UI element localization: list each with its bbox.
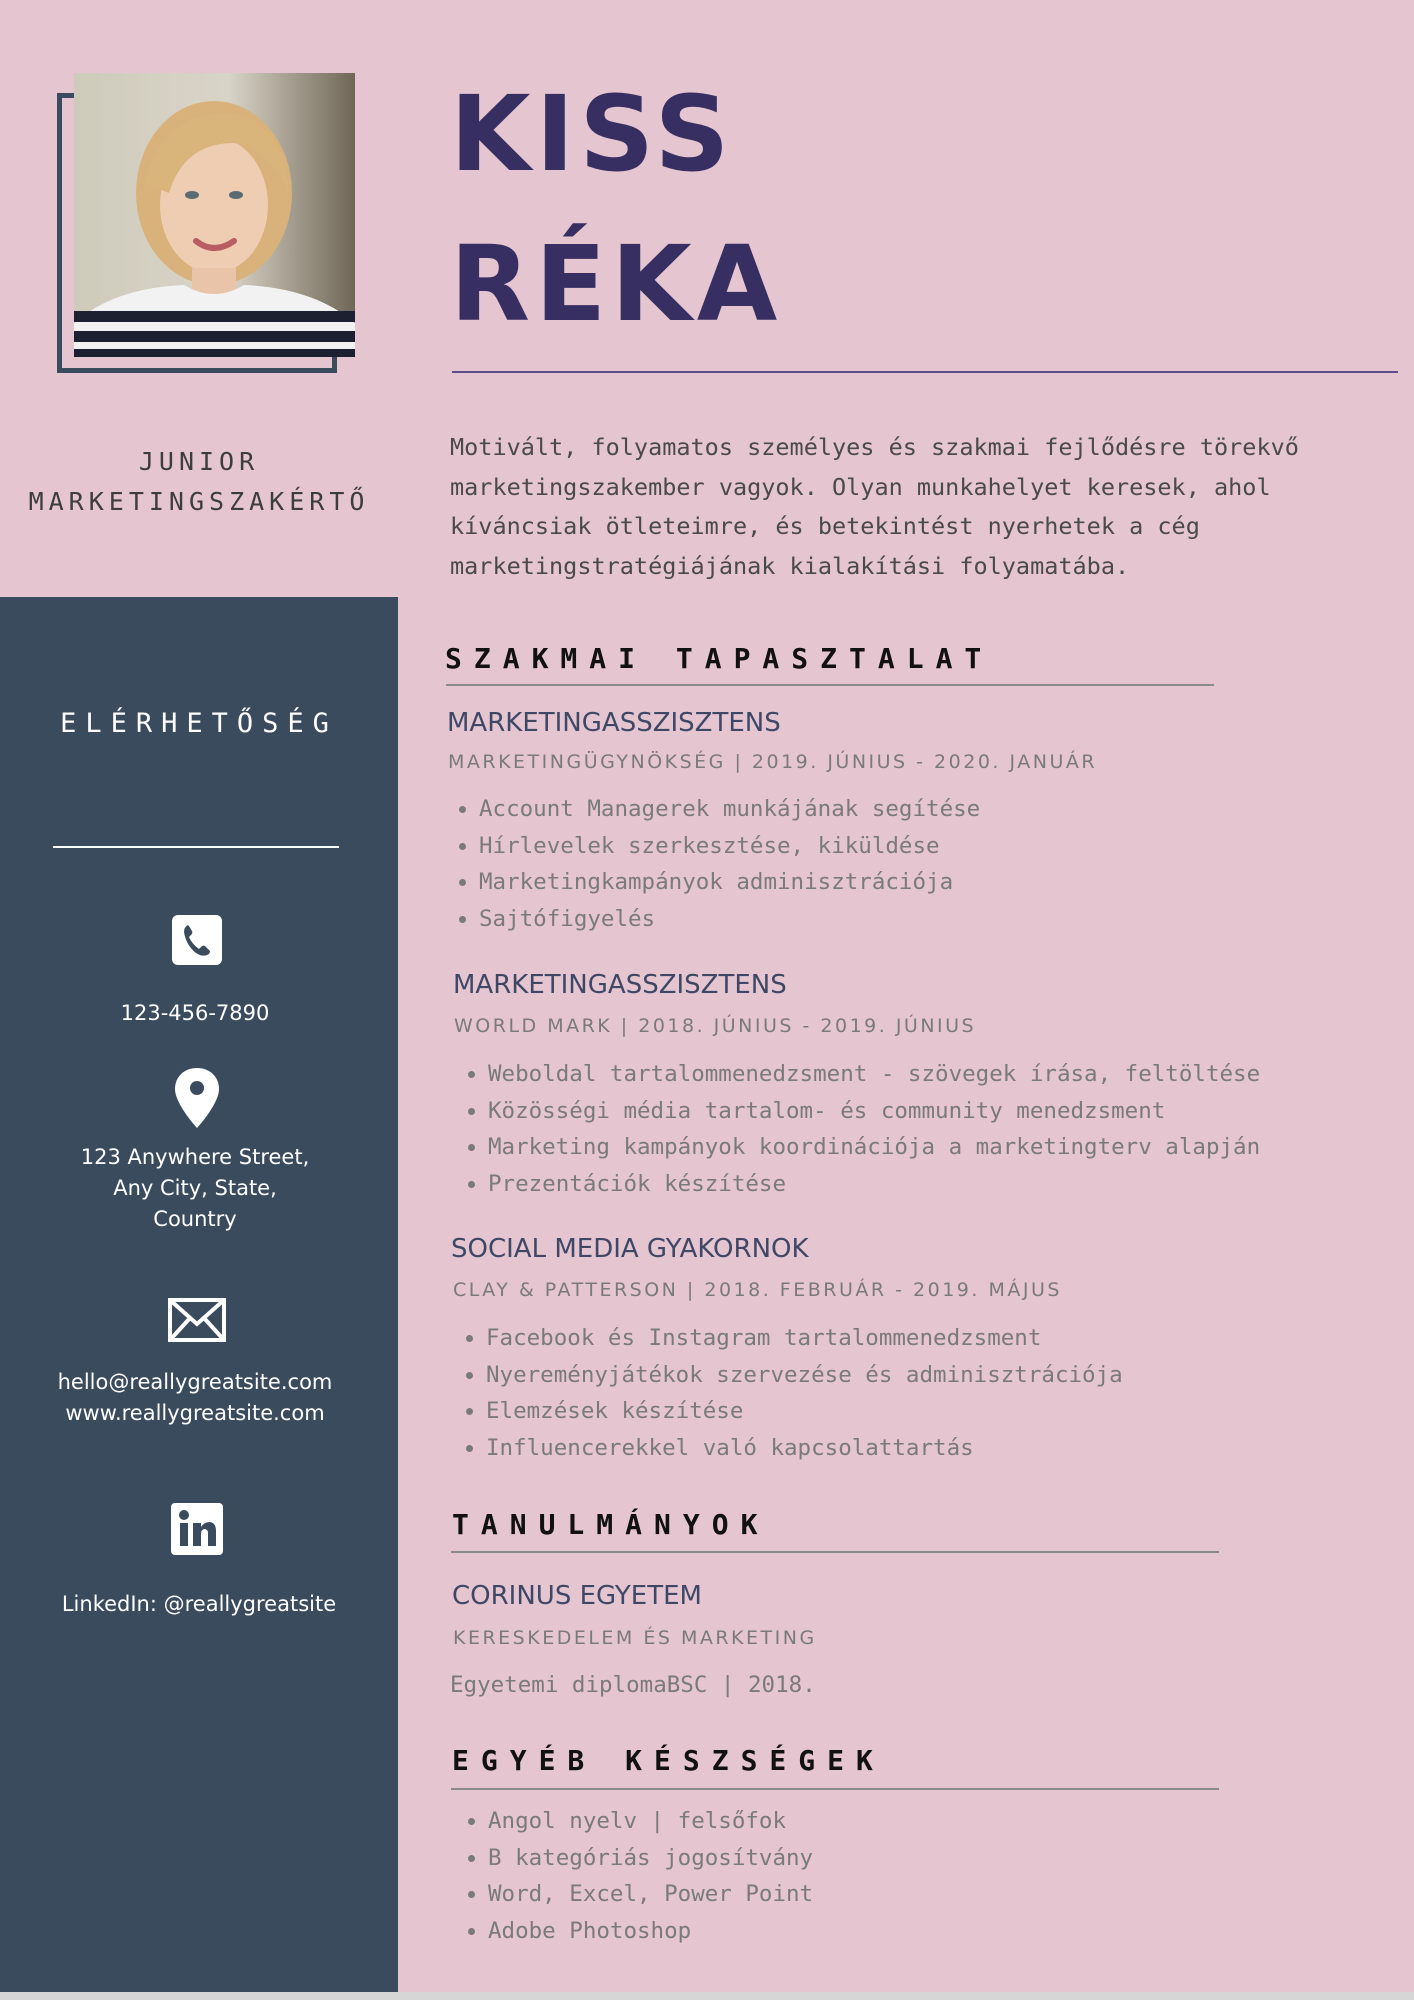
list-item: • Influencerekkel való kapcsolattartás [486, 1430, 1123, 1467]
address-line3: Country [153, 1207, 237, 1231]
contact-divider [53, 846, 339, 848]
name-divider [452, 371, 1398, 373]
name-last: RÉKA [450, 223, 783, 345]
envelope-icon [0, 1298, 394, 1342]
job-2-bullets [458, 1056, 1260, 1202]
list-item: • Prezentációk készítése [488, 1166, 1260, 1203]
job-title-line1: JUNIOR [138, 447, 260, 476]
contact-sidebar [0, 597, 398, 1992]
list-item: • Facebook és Instagram tartalommenedzsment [486, 1320, 1123, 1357]
list-item: • Nyereményjátékok szervezése és adminisztrációja [486, 1357, 1123, 1394]
list-item: • B kategóriás jogosítvány [488, 1840, 813, 1877]
address [0, 1142, 390, 1235]
job-3-meta: CLAY & PATTERSON | 2018. FEBRUÁR - 2019. MÁJUS [453, 1279, 1062, 1301]
linkedin-icon [0, 1503, 394, 1555]
bottom-strip [0, 1992, 1414, 2000]
linkedin-link[interactable]: LinkedIn: @reallygreatsite [61, 1592, 337, 1616]
education-school: CORINUS EGYETEM [452, 1581, 702, 1611]
job-title [0, 442, 398, 522]
contact-heading: ELÉRHETŐSÉG [60, 708, 338, 739]
education-divider [451, 1551, 1219, 1553]
job-1-title: MARKETINGASSZISZTENS [447, 708, 781, 738]
list-item: • Marketing kampányok koordinációja a marketingterv alapján [488, 1129, 1260, 1166]
job-3-title: SOCIAL MEDIA GYAKORNOK [451, 1234, 809, 1264]
list-item: • Marketingkampányok adminisztrációja [479, 864, 980, 901]
experience-heading: SZAKMAI TAPASZTALAT [445, 642, 994, 675]
education-heading: TANULMÁNYOK [452, 1508, 770, 1541]
address-line1: 123 Anywhere Street, [80, 1145, 310, 1169]
list-item: • Weboldal tartalommenedzsment - szövegek írása, feltöltése [488, 1056, 1260, 1093]
job-2-meta: WORLD MARK | 2018. JÚNIUS - 2019. JÚNIUS [454, 1015, 977, 1037]
job-3-bullets [456, 1320, 1123, 1466]
address-line2: Any City, State, [113, 1176, 277, 1200]
job-title-line2: MARKETINGSZAKÉRTŐ [28, 487, 370, 516]
list-item: • Sajtófigyelés [479, 901, 980, 938]
list-item: • Közösségi média tartalom- és community menedzsment [488, 1093, 1260, 1130]
skills-divider [451, 1788, 1219, 1790]
job-1-meta: MARKETINGÜGYNÖKSÉG | 2019. JÚNIUS - 2020. JANUÁR [448, 751, 1098, 773]
name-first: KISS [450, 73, 735, 195]
education-field: KERESKEDELEM ÉS MARKETING [453, 1627, 817, 1649]
job-2-title: MARKETINGASSZISZTENS [453, 970, 787, 1000]
phone-icon [0, 915, 394, 965]
summary-paragraph: Motivált, folyamatos személyes és szakmai fejlődésre törekvő marketingszakember vagyok. Olyan munkahelyet keresek, ahol kíváncsiak ötleteimre, és betekintést nyerhetek a cég marketingstratégiájának kialakítási folyamatába. [450, 433, 1299, 580]
job-1-bullets [449, 791, 980, 937]
skills-heading: EGYÉB KÉSZSÉGEK [452, 1744, 885, 1777]
profile-photo [74, 73, 355, 357]
website-link[interactable]: www.reallygreatsite.com [65, 1401, 325, 1425]
list-item: • Account Managerek munkájának segítése [479, 791, 980, 828]
list-item: • Elemzések készítése [486, 1393, 1123, 1430]
email-link[interactable]: hello@reallygreatsite.com [57, 1370, 333, 1394]
list-item: • Adobe Photoshop [488, 1913, 813, 1950]
phone-number[interactable]: 123-456-7890 [120, 1001, 270, 1025]
list-item: • Hírlevelek szerkesztése, kiküldése [479, 828, 980, 865]
education-degree: Egyetemi diplomaBSC | 2018. [450, 1672, 816, 1698]
experience-divider [446, 684, 1214, 686]
location-pin-icon [0, 1068, 394, 1128]
skills-list [458, 1803, 813, 1949]
list-item: • Word, Excel, Power Point [488, 1876, 813, 1913]
list-item: • Angol nyelv | felsőfok [488, 1803, 813, 1840]
